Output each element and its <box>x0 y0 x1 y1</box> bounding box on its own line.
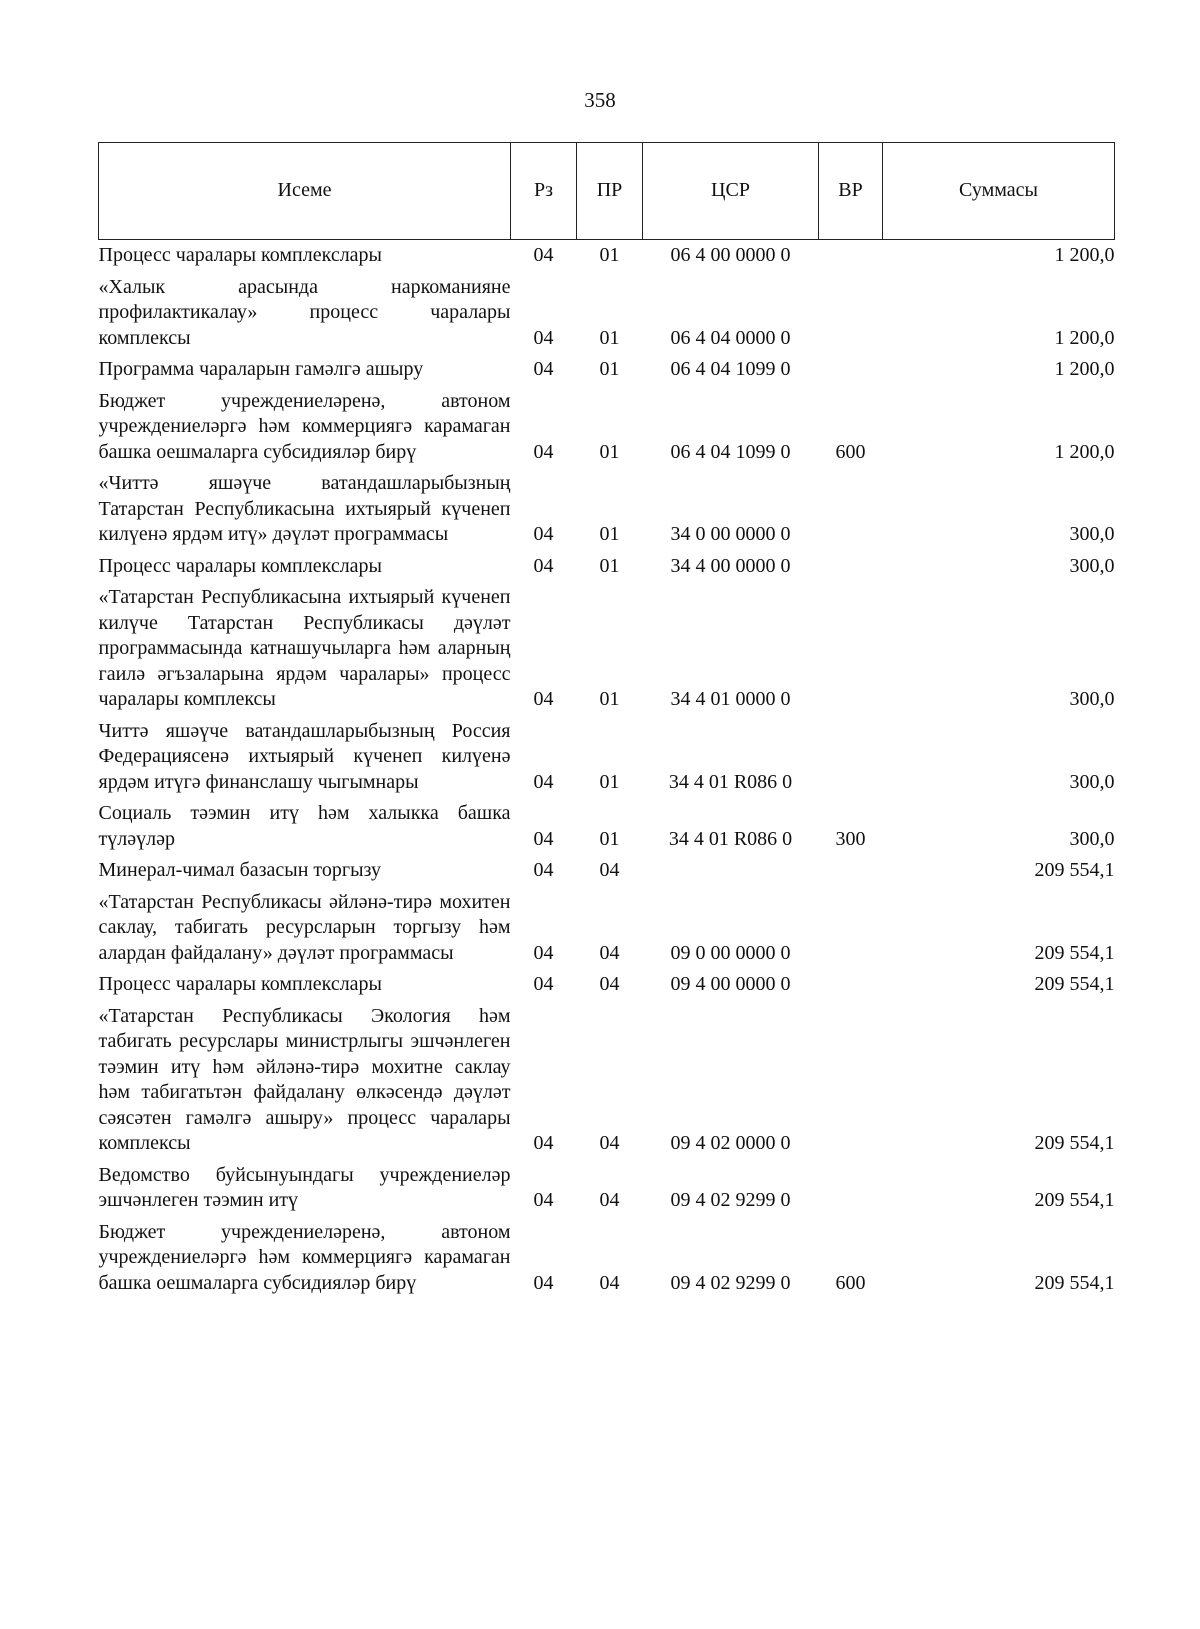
header-amount: Суммасы <box>883 143 1115 240</box>
cell-amount: 1 200,0 <box>1054 358 1115 380</box>
cell-csr: 34 4 00 0000 0 <box>670 554 791 577</box>
cell-vr <box>819 582 883 716</box>
cell-rz: 04 <box>533 688 554 710</box>
cell-pr: 01 <box>599 770 620 793</box>
cell-amount: 1 200,0 <box>1054 440 1115 463</box>
cell-pr: 01 <box>599 827 620 850</box>
table-body <box>99 240 1115 1300</box>
cell-rz: 04 <box>533 1189 554 1211</box>
header-csr: ЦСР <box>643 143 819 240</box>
cell-amount: 300,0 <box>1069 554 1115 577</box>
cell-name: «Татарстан Республикасына ихтыярый күченеп килүче Татарстан Республикасы дәүләт программасында катнашучыларга һәм аларның гаилә әгъзаларына ярдәм чаралары» процесс чаралары комплексы <box>98 586 511 710</box>
cell-csr: 09 0 00 0000 0 <box>670 941 791 964</box>
cell-vr <box>819 354 883 386</box>
cell-amount: 300,0 <box>1069 523 1115 545</box>
table-row <box>99 798 1115 855</box>
cell-csr: 06 4 04 1099 0 <box>670 358 791 380</box>
table-row <box>99 272 1115 355</box>
cell-csr: 09 4 00 0000 0 <box>670 973 791 995</box>
table-row <box>99 1160 1115 1217</box>
cell-amount: 209 554,1 <box>1034 973 1115 995</box>
cell-rz: 04 <box>533 326 554 349</box>
cell-vr <box>819 969 883 1001</box>
cell-name: «Читтә яшәүче ватандашларыбызның Татарстан Республикасына ихтыярый күченеп килүенә ярдәм итү» дәүләт программасы <box>98 472 511 545</box>
cell-csr: 34 0 00 0000 0 <box>670 523 791 545</box>
cell-name: Социаль тәэмин итү һәм халыкка башка түләүләр <box>98 802 511 850</box>
table-row <box>99 1217 1115 1300</box>
table-header-row <box>99 143 1115 240</box>
cell-pr: 04 <box>599 941 620 964</box>
cell-rz: 04 <box>533 941 554 964</box>
cell-pr: 01 <box>599 358 620 380</box>
cell-pr: 04 <box>599 1132 620 1154</box>
cell-vr: 300 <box>835 827 866 850</box>
cell-csr: 06 4 00 0000 0 <box>670 244 791 266</box>
cell-csr: 06 4 04 0000 0 <box>670 326 791 349</box>
cell-vr <box>819 551 883 583</box>
header-pr: ПР <box>577 143 643 240</box>
cell-csr: 34 4 01 0000 0 <box>670 688 791 710</box>
cell-vr <box>819 855 883 887</box>
table-row <box>99 468 1115 551</box>
cell-name: Процесс чаралары комплекслары <box>98 973 382 995</box>
cell-pr: 04 <box>599 859 620 881</box>
cell-amount: 1 200,0 <box>1054 326 1115 349</box>
cell-pr: 01 <box>599 440 620 463</box>
cell-name: Минерал-чимал базасын торгызу <box>98 859 382 881</box>
page-number: 358 <box>584 88 616 112</box>
table-row <box>99 969 1115 1001</box>
cell-vr <box>819 887 883 970</box>
cell-pr: 01 <box>599 523 620 545</box>
cell-name: Процесс чаралары комплекслары <box>98 244 382 266</box>
table-row <box>99 716 1115 799</box>
cell-name: Бюджет учреждениеләренә, автоном учреждениеләргә һәм коммерциягә карамаган башка оешмаларга субсидияләр бирү <box>98 1220 511 1294</box>
cell-rz: 04 <box>533 827 554 850</box>
table-row <box>99 240 1115 272</box>
table-row <box>99 887 1115 970</box>
cell-name: Бюджет учреждениеләренә, автоном учреждениеләргә һәм коммерциягә карамаган башка оешмаларга субсидияләр бирү <box>98 389 511 463</box>
cell-vr: 600 <box>835 1271 866 1294</box>
table-row <box>99 582 1115 716</box>
cell-name: Читтә яшәүче ватандашларыбызның Россия Федерациясенә ихтыярый күченеп килүенә ярдәм итүгә финанслашу чыгымнары <box>98 719 511 793</box>
cell-rz: 04 <box>533 244 554 266</box>
cell-vr <box>819 716 883 799</box>
cell-pr: 04 <box>599 1189 620 1211</box>
cell-name: Программа чараларын гамәлгә ашыру <box>98 358 424 380</box>
cell-vr <box>819 240 883 272</box>
cell-pr: 04 <box>599 973 620 995</box>
cell-csr: 09 4 02 0000 0 <box>670 1132 791 1154</box>
header-name: Исеме <box>99 143 511 240</box>
cell-name: «Халык арасында наркоманияне профилактикалау» процесс чаралары комплексы <box>98 275 511 349</box>
table-row <box>99 354 1115 386</box>
cell-vr <box>819 468 883 551</box>
cell-csr: 09 4 02 9299 0 <box>670 1189 791 1211</box>
cell-rz: 04 <box>533 440 554 463</box>
cell-amount: 209 554,1 <box>1034 1132 1115 1154</box>
cell-name: Процесс чаралары комплекслары <box>98 554 382 577</box>
cell-vr: 600 <box>835 440 866 463</box>
cell-amount: 209 554,1 <box>1034 1271 1115 1294</box>
cell-pr: 01 <box>599 554 620 577</box>
cell-rz: 04 <box>533 1132 554 1154</box>
budget-table <box>98 142 1115 1299</box>
cell-rz: 04 <box>533 770 554 793</box>
cell-rz: 04 <box>533 973 554 995</box>
cell-rz: 04 <box>533 859 554 881</box>
cell-vr <box>819 1001 883 1160</box>
cell-amount: 1 200,0 <box>1054 244 1115 266</box>
cell-pr: 01 <box>599 688 620 710</box>
cell-name: Ведомство буйсынуындагы учреждениеләр эшчәнлеген тәэмин итү <box>98 1163 511 1211</box>
cell-amount: 209 554,1 <box>1034 941 1115 964</box>
header-rz: Рз <box>511 143 577 240</box>
cell-csr: 34 4 01 R086 0 <box>668 827 793 850</box>
table-row <box>99 855 1115 887</box>
cell-amount: 209 554,1 <box>1034 1189 1115 1211</box>
table-row <box>99 386 1115 469</box>
cell-amount: 300,0 <box>1069 688 1115 710</box>
table-row <box>99 551 1115 583</box>
cell-vr <box>819 1160 883 1217</box>
table-row <box>99 1001 1115 1160</box>
cell-pr: 04 <box>599 1271 620 1294</box>
cell-amount: 209 554,1 <box>1034 859 1115 881</box>
cell-pr: 01 <box>599 244 620 266</box>
cell-name: «Татарстан Республикасы Экология һәм табигать ресурслары министрлыгы эшчәнлеген тәэмин итү һәм әйләнә-тирә мохитне саклау һәм табигатьтән файдалану өлкәсендә дәүләт сәясәтен гамәлгә ашыру» процесс чаралары комплексы <box>98 1004 511 1154</box>
cell-csr: 09 4 02 9299 0 <box>670 1271 791 1294</box>
cell-csr <box>643 855 819 887</box>
cell-name: «Татарстан Республикасы әйләнә-тирә мохитен саклау, табигать ресурсларын торгызу һәм алардан файдалану» дәүләт программасы <box>98 890 511 964</box>
cell-amount: 300,0 <box>1069 770 1115 793</box>
cell-rz: 04 <box>533 358 554 380</box>
cell-rz: 04 <box>533 523 554 545</box>
cell-csr: 34 4 01 R086 0 <box>668 770 793 793</box>
cell-vr <box>819 272 883 355</box>
cell-rz: 04 <box>533 554 554 577</box>
cell-rz: 04 <box>533 1271 554 1294</box>
cell-pr: 01 <box>599 326 620 349</box>
cell-amount: 300,0 <box>1069 827 1115 850</box>
cell-csr: 06 4 04 1099 0 <box>670 440 791 463</box>
header-vr: ВР <box>819 143 883 240</box>
